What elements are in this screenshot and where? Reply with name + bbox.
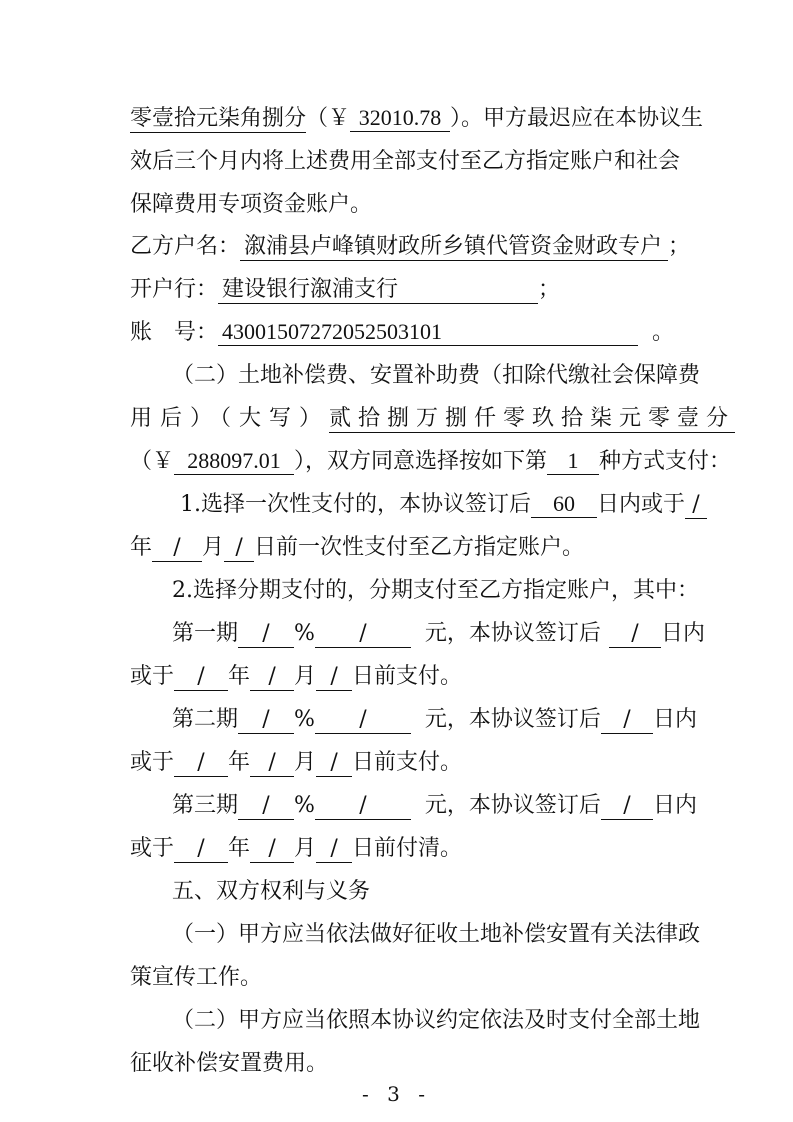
text-line-9: （￥ 288097.01 ），双方同意选择按如下第 1 种方式支付： (130, 448, 732, 474)
text-line-3: 保障费用专项资金账户。 (130, 192, 373, 217)
period-2-day-field: / (316, 750, 352, 777)
lump-sum-day-field: / (224, 535, 254, 562)
period-2-line: 第二期 / % / 元，本协议签订后 / 日内 (172, 707, 697, 732)
payee-name-field: 溆浦县卢峰镇财政所乡镇代管资金财政专户 (240, 234, 668, 261)
period-1-line: 第一期 / % / 元，本协议签订后 / 日内 (172, 621, 705, 646)
page-number: - 3 - (362, 1082, 431, 1106)
period-3-year-field: / (174, 836, 228, 863)
paragraph-1-line-1: （一）甲方应当依法做好征收土地补偿安置有关法律政 (172, 922, 701, 947)
period-1-month-field: / (250, 664, 294, 691)
period-1-percent-field: / (238, 621, 294, 648)
amount-chinese-underlined: 零壹拾元柒角捌分 (130, 106, 307, 131)
period-3-date-line: 或于 / 年 / 月 / 日前付清。 (130, 836, 463, 861)
lump-sum-days-field: 60 (531, 491, 597, 518)
paragraph-1-line-2: 策宣传工作。 (130, 965, 263, 990)
period-1-year-field: / (174, 664, 228, 691)
text-line-11: 年 / 月 / 日前一次性支付至乙方指定账户。 (130, 535, 585, 560)
text-line-10: 1.选择一次性支付的，本协议签订后 60 日内或于 / (180, 490, 793, 520)
period-1-day-field: / (316, 664, 352, 691)
payee-name-line: 乙方户名： 溆浦县卢峰镇财政所乡镇代管资金财政专户 ； (130, 234, 691, 259)
section-heading-5: 五、双方权利与义务 (172, 879, 371, 904)
total-amount-number-field: 288097.01 (174, 448, 294, 475)
period-2-date-line: 或于 / 年 / 月 / 日前支付。 (130, 750, 463, 775)
paragraph-2-line-1: （二）甲方应当依照本协议约定依法及时支付全部土地 (172, 1008, 701, 1033)
period-2-year-field: / (174, 750, 228, 777)
text-line-1: 零壹拾元柒角捌分（￥ 32010.78 ）。甲方最迟应在本协议生 (130, 105, 704, 131)
period-1-date-line: 或于 / 年 / 月 / 日前支付。 (130, 664, 463, 689)
text-line-7: （二）土地补偿费、安置补助费（扣除代缴社会保障费 (172, 363, 701, 388)
payment-option-field: 1 (547, 448, 599, 475)
period-1-days-field: / (609, 621, 661, 648)
period-3-days-field: / (601, 793, 653, 820)
account-number-field: 43001507272052503101 (218, 319, 638, 346)
lump-sum-month-field: / (152, 535, 202, 562)
account-line: 账 号： 43001507272052503101 。 (130, 319, 675, 345)
bank-line: 开户行： 建设银行溆浦支行 ； (130, 277, 561, 302)
period-2-days-field: / (601, 707, 653, 734)
period-2-month-field: / (250, 750, 294, 777)
period-1-amount-field: / (315, 621, 411, 648)
period-3-percent-field: / (238, 793, 294, 820)
text-line-12: 2.选择分期支付的，分期支付至乙方指定账户，其中： (172, 578, 699, 603)
period-2-percent-field: / (238, 707, 294, 734)
amount-number-field: 32010.78 (350, 105, 450, 132)
period-2-amount-field: / (315, 707, 411, 734)
bank-field: 建设银行溆浦支行 (218, 277, 538, 304)
period-3-amount-field: / (315, 793, 411, 820)
text-line-2: 效后三个月内将上述费用全部支付至乙方指定账户和社会 (130, 149, 681, 174)
lump-sum-year-field: / (685, 492, 707, 519)
text-line-8: 用后）（大写）贰拾捌万捌仟零玖拾柒元零壹分 (130, 406, 736, 431)
paragraph-2-line-2: 征收补偿安置费用。 (130, 1051, 329, 1076)
period-3-day-field: / (316, 836, 352, 863)
period-3-month-field: / (250, 836, 294, 863)
total-amount-chinese-field: 贰拾捌万捌仟零玖拾柒元零壹分 (329, 406, 736, 431)
period-3-line: 第三期 / % / 元，本协议签订后 / 日内 (172, 793, 697, 818)
